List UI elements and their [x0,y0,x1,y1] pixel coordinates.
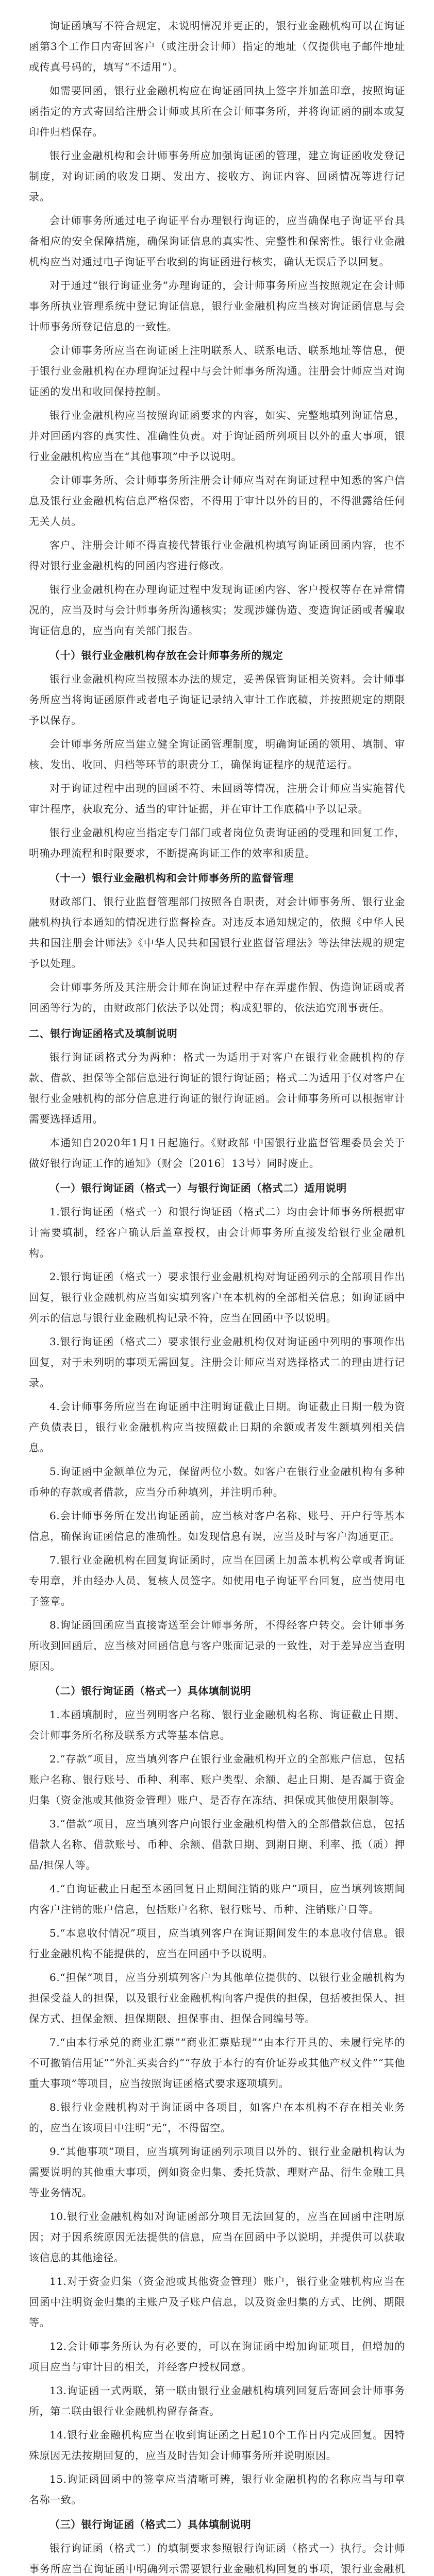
body-paragraph: 财政部门、银行业监督管理部门按照各自职责，对会计师事务所、银行业金融机构执行本通知的情况进行监督检查。对违反本通知规定的，依照《中华人民共和国注册会计师法》《中华人民共和国银行业监督管理法》等法律法规的规定予以处理。 [29,895,405,970]
body-paragraph: 会计师事务所应当建立健全询证函管理制度，明确询证函的领用、填制、审核、发出、收回、归档等环节的职责分工，确保询证程序的规范运行。 [29,738,405,771]
body-paragraph: 6.“担保”项目，应当分别填列客户为其他单位提供的、以银行业金融机构为担保受益人的担保，以及银行业金融机构向客户提供的担保，包括被担保人、担保方式、担保金额、担保期限、担保事由、担保合同编号等。 [29,1971,405,2025]
body-paragraph: 如需要回函，银行业金融机构应在询证函回执上签字并加盖印章，按照询证函指定的方式寄回给注册会计师或其所在会计师事务所，并将询证函的副本或复印件归档保存。 [29,84,405,138]
body-paragraph: 7.“由本行承兑的商业汇票”“商业汇票贴现”“由本行开具的、未履行完毕的不可撤销信用证”“外汇买卖合约”“存放于本行的有价证券或其他产权文件”“其他重大事项”等项目，应当按照询证函格式要求逐项填列。 [29,2036,405,2090]
body-paragraph: 对于询证过程中出现的回函不符、未回函等情况，注册会计师应当实施替代审计程序，获取充分、适当的审计证据，并在审计工作底稿中予以记录。 [29,782,405,815]
body-paragraph: 12.会计师事务所认为有必要的，可以在询证函中增加询证项目，但增加的项目应当与审计目的相关，并经客户授权同意。 [29,2340,405,2373]
body-paragraph: 银行询证函格式分为两种：格式一为适用于对客户在银行业金融机构的存款、借款、担保等全部信息进行询证的银行询证函；格式二为适用于仅对客户在银行业金融机构的部分信息进行询证的银行询证函。会计师事务所可以根据审计需要选择适用。 [29,1051,405,1125]
body-paragraph: 11.对于资金归集（资金池或其他资金管理）账户，银行业金融机构应当在回函中注明资金归集的主账户及子账户信息，以及资金归集的方式、比例、期限等。 [29,2275,405,2329]
body-paragraph: 7.银行业金融机构在回复询证函时，应当在回函上加盖本机构公章或者询证专用章，并由经办人员、复核人员签字。如使用电子询证平台回复，应当使用电子签章。 [29,1554,405,1607]
body-paragraph: 8.银行业金融机构对于询证函中各项目，如客户在本机构不存在相关业务的，应当在该项目中注明“无”，不得留空。 [29,2101,405,2134]
body-paragraph: 2.银行询证函（格式一）要求银行业金融机构对询证函列示的全部项目作出回复，银行业金融机构应当如实填列客户在本机构的全部相关信息；如询证函中列示的信息与银行业金融机构记录不符，应当在回函中予以说明。 [29,1270,405,1324]
body-paragraph: 10.银行业金融机构如对询证函部分项目无法回复的，应当在回函中注明原因；对于因系统原因无法提供的信息，应当在回函中予以说明，并提供可以获取该信息的其他途径。 [29,2210,405,2264]
body-paragraph: 6.会计师事务所在发出询证函前，应当核对客户名称、账号、开户行等基本信息，确保询证函信息的准确性。如发现信息有误，应当及时与客户沟通更正。 [29,1510,405,1543]
body-paragraph: 15.询证函回函中的签章应当清晰可辨，银行业金融机构的名称应当与印章名称一致。 [29,2473,405,2506]
body-paragraph: 询证函填写不符合规定，未说明情况并更正的，银行业金融机构可以在询证函第3个工作日内寄回客户（或注册会计师）指定的地址（仅提供电子邮件地址或传真号码的，填写“不适用”）。 [29,20,405,73]
section-heading: （三）银行询证函（格式二）具体填制说明 [49,2518,252,2531]
body-paragraph: 9.“其他事项”项目，应当填列询证函列示项目以外的、银行业金融机构认为需要说明的其他重大事项，例如资金归集、委托贷款、理财产品、衍生金融工具等业务情况。 [29,2145,405,2199]
body-paragraph: 会计师事务所通过电子询证平台办理银行询证的，应当确保电子询证平台具备相应的安全保障措施，确保询证信息的真实性、完整性和保密性。银行业金融机构应当对通过电子询证平台收到的询证函进行核实，确认无误后予以回复。 [29,214,405,268]
body-paragraph: 银行业金融机构应当按照询证函要求的内容，如实、完整地填列询证信息，并对回函内容的真实性、准确性负责。对于询证函所列项目以外的重大事项，银行业金融机构应当在“其他事项”中予以说明。 [29,409,405,463]
body-paragraph: 3.“借款”项目，应当填列客户向银行业金融机构借入的全部借款信息，包括借款人名称、借款账号、币种、余额、借款日期、到期日期、利率、抵（质）押品/担保人等。 [29,1818,405,1871]
section-heading: （二）银行询证函（格式一）具体填制说明 [49,1685,252,1697]
section-heading: 二、银行询证函格式及填制说明 [29,1027,178,1040]
body-paragraph: 银行业金融机构在办理询证过程中发现询证函内容、客户授权等存在异常情况的，应当及时与会计师事务所沟通核实；发现涉嫌伪造、变造询证函或者骗取询证信息的，应当向有关部门报告。 [29,583,405,637]
body-paragraph: 13.询证函一式两联，第一联由银行业金融机构填列回复后寄回会计师事务所，第二联由银行业金融机构留存备查。 [29,2384,405,2417]
body-paragraph: 5.“本息收付情况”项目，应当填列客户在询证期间发生的本息收付信息。银行业金融机构不能提供的，应当在回函中予以说明。 [29,1927,405,1960]
body-paragraph: 1.银行询证函（格式一）和银行询证函（格式二）均由会计师事务所根据审计需要填制，经客户确认后盖章授权，由会计师事务所直接发给银行业金融机构。 [29,1206,405,1259]
body-paragraph: 银行业金融机构应当按照本办法的规定，妥善保管询证相关资料。会计师事务所应当将询证函原件或者电子询证记录纳入审计工作底稿，并按照规定的期限予以保存。 [29,673,405,726]
body-paragraph: 1.本函填制时，应当列明客户名称、银行业金融机构名称、询证截止日期、会计师事务所名称及联系方式等基本信息。 [29,1708,405,1741]
body-paragraph: 3.银行询证函（格式二）要求银行业金融机构仅对询证函中列明的事项作出回复，对于未列明的事项无需回复。注册会计师应当对选择格式二的理由进行记录。 [29,1335,405,1389]
body-paragraph: 银行业金融机构和会计师事务所应加强询证函的管理，建立询证函收发登记制度，对询证函的收发日期、发出方、接收方、询证内容、回函情况等进行记录。 [29,149,405,203]
body-paragraph: 14.银行业金融机构应当在收到询证函之日起10个工作日内完成回复。因特殊原因无法按期回复的，应当及时告知会计师事务所并说明原因。 [29,2429,405,2462]
section-heading: （十一）银行业金融机构和会计师事务所的监督管理 [49,872,294,884]
body-paragraph: 5.询证函中金额单位为元，保留两位小数。如客户在银行业金融机构有多种币种的存款或者借款，应当分币种填列，并注明币种。 [29,1465,405,1498]
body-paragraph: 4.会计师事务所应当在询证函中注明询证截止日期。询证截止日期一般为资产负债表日，银行业金融机构应当按照截止日期的余额或者发生额填列相关信息。 [29,1400,405,1454]
body-paragraph: 会计师事务所、会计师事务所注册会计师应当对在询证过程中知悉的客户信息及银行业金融机构信息严格保密，不得用于审计以外的目的，不得泄露给任何无关人员。 [29,474,405,528]
body-paragraph: 8.询证函回函应当直接寄送至会计师事务所，不得经客户转交。会计师事务所收到回函后，应当核对回函信息与客户账面记录的一致性，对于差异应当查明原因。 [29,1619,405,1672]
body-paragraph: 本通知自2020年1月1日起施行。《财政部 中国银行业监督管理委员会关于做好银行询证工作的通知》（财会〔2016〕13号）同时废止。 [29,1137,405,1170]
body-paragraph: 客户、注册会计师不得直接代替银行业金融机构填写询证函回函内容，也不得对银行业金融机构的回函内容进行修改。 [29,539,405,572]
body-paragraph: 会计师事务所及其注册会计师在询证过程中存在弄虚作假、伪造询证函或者回函等行为的，由财政部门依法予以处罚；构成犯罪的，依法追究刑事责任。 [29,981,405,1014]
body-paragraph: 银行业金融机构应当指定专门部门或者岗位负责询证函的受理和回复工作，明确办理流程和时限要求，不断提高询证工作的效率和质量。 [29,826,405,859]
body-paragraph: 会计师事务所应当在询证函上注明联系人、联系电话、联系地址等信息，便于银行业金融机构在办理询证过程中与会计师事务所沟通。注册会计师应当对询证函的发出和收回保持控制。 [29,344,405,398]
body-paragraph: 银行询证函（格式二）的填制要求参照银行询证函（格式一）执行。会计师事务所应当在询证函中明确列示需要银行业金融机构回复的事项，银行业金融机 [29,2542,405,2575]
section-heading: （一）银行询证函（格式一）与银行询证函（格式二）适用说明 [49,1182,347,1194]
body-paragraph: 2.“存款”项目，应当填列客户在银行业金融机构开立的全部账户信息，包括账户名称、银行账号、币种、利率、账户类型、余额、起止日期、是否属于资金归集（资金池或其他资金管理）账户、是否存在冻结、担保或其他使用限制等。 [29,1753,405,1806]
body-paragraph: 对于通过“银行询证业务”办理询证的，会计师事务所应当按照规定在会计师事务所执业管理系统中登记询证信息，银行业金融机构应当核对询证函信息与会计师事务所登记信息的一致性。 [29,279,405,333]
body-paragraph: 4.“自询证截止日起至本函回复日止期间注销的账户”项目，应当填列该期间内客户注销的账户信息，包括账户名称、银行账号、币种、注销账户日等。 [29,1883,405,1916]
section-heading: （十）银行业金融机构存放在会计师事务所的规定 [49,649,283,662]
